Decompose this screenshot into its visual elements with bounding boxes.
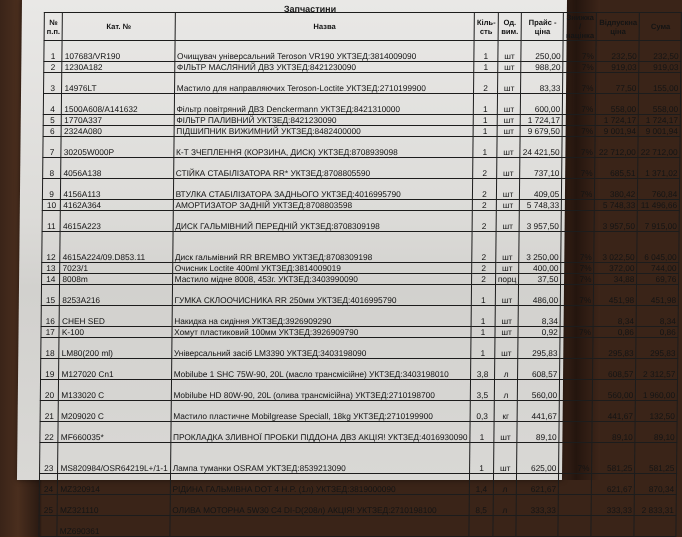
- cell-sum: 89,10: [635, 422, 677, 443]
- cell-discount: 7%: [561, 274, 594, 285]
- cell-unit: шт: [498, 62, 522, 73]
- cell-sum: 581,25: [635, 443, 677, 474]
- cell-name: Mobilube HD 80W-90, 20L (олива трансмісійна) УКТЗЕД:2710198700: [171, 380, 471, 401]
- cell-unit: шт: [493, 443, 517, 474]
- cell-unit: шт: [496, 211, 520, 232]
- cell-num: 14: [42, 274, 61, 285]
- cell-qty: 8,5: [469, 495, 493, 516]
- cell-price: 560,00: [518, 380, 560, 401]
- cell-sale-price: 9 001,94: [596, 126, 639, 137]
- cell-name: ДИСК ГАЛЬМІВНИЙ ПЕРЕДНІЙ УКТЗЕД:8708309198: [173, 211, 473, 232]
- cell-unit: порц: [495, 274, 519, 285]
- cell-cat: 4056A138: [61, 158, 173, 179]
- parts-table: [38, 12, 682, 537]
- cell-cat: M133020 C: [59, 380, 171, 401]
- cell-qty: 2: [472, 211, 496, 232]
- cell-sale-price: 919,03: [596, 62, 639, 73]
- cell-price: 89,10: [517, 422, 559, 443]
- header-discount: Знижка / націнка: [563, 13, 596, 41]
- cell-cat: 4615A223: [60, 211, 172, 232]
- cell-sale-price: 558,00: [596, 94, 639, 115]
- cell-num: 1: [44, 41, 63, 62]
- cell-sale-price: 0,86: [593, 327, 636, 338]
- cell-num: 2: [44, 62, 63, 73]
- cell-sum: 919,03: [639, 62, 681, 73]
- cell-name: Накидка на сидіння УКТЗЕД:3926909290: [172, 306, 472, 327]
- cell-num: 10: [42, 200, 61, 211]
- cell-discount: 7%: [562, 137, 595, 158]
- table-row: [44, 73, 682, 94]
- table-row: [40, 443, 678, 474]
- cell-name: ПРОКЛАДКА ЗЛИВНОЇ ПРОБКИ ПІДДОНА ДВЗ АКЦІЯ! УКТЗЕД:4016930090: [171, 422, 471, 443]
- cell-price: 5 748,33: [520, 200, 562, 211]
- cell-price: 625,00: [517, 443, 559, 474]
- cell-qty: 2: [473, 179, 497, 200]
- cell-sale-price: [591, 516, 634, 537]
- cell-price: 3 250,00: [519, 232, 561, 263]
- table-row: [42, 211, 680, 232]
- cell-sum: 11 496,66: [638, 200, 680, 211]
- cell-qty: 1,4: [469, 474, 493, 495]
- cell-sum: 870,34: [635, 474, 677, 495]
- cell-sum: 295,83: [636, 338, 678, 359]
- table-row: [42, 232, 680, 263]
- cell-price: 621,67: [517, 474, 559, 495]
- cell-price: 9 679,50: [520, 126, 562, 137]
- cell-price: 8,34: [518, 306, 560, 327]
- cell-unit: л: [493, 474, 517, 495]
- cell-cat: 4162A364: [61, 200, 173, 211]
- cell-qty: 3,8: [471, 359, 495, 380]
- cell-sum: 132,50: [635, 401, 677, 422]
- cell-cat: 1230A182: [62, 62, 174, 73]
- table-row: [40, 380, 678, 401]
- cell-discount: [560, 338, 593, 359]
- cell-sale-price: 89,10: [592, 422, 635, 443]
- table-row: [39, 474, 677, 495]
- table-row: [40, 422, 678, 443]
- cell-price: 441,67: [517, 401, 559, 422]
- cell-sum: 22 712,00: [638, 137, 680, 158]
- cell-sale-price: 581,25: [592, 443, 635, 474]
- cell-name: АМОРТИЗАТОР ЗАДНІЙ УКТЗЕД:8708803598: [173, 200, 473, 211]
- cell-price: 3 957,50: [519, 211, 561, 232]
- cell-num: 23: [40, 443, 59, 474]
- cell-discount: 7%: [563, 94, 596, 115]
- cell-name: Мастило для направляючих Teroson-Loctite УКТЗЕД:2710199900: [174, 73, 474, 94]
- table-row: [42, 179, 680, 200]
- cell-unit: шт: [496, 263, 520, 274]
- table-row: [41, 338, 679, 359]
- cell-price: 0,92: [518, 327, 560, 338]
- table-row: [39, 516, 677, 537]
- cell-sale-price: 608,57: [593, 359, 636, 380]
- cell-qty: 2: [472, 200, 496, 211]
- cell-cat: 8253A216: [60, 285, 172, 306]
- cell-qty: 2: [473, 158, 497, 179]
- table-row: [40, 401, 678, 422]
- cell-price: 37,50: [519, 274, 561, 285]
- cell-qty: 1: [474, 41, 498, 62]
- table-row: [42, 274, 679, 285]
- cell-price: [516, 516, 558, 537]
- cell-qty: 1: [474, 62, 498, 73]
- cell-cat: 1770A337: [62, 115, 174, 126]
- cell-discount: [562, 115, 595, 126]
- cell-num: 11: [42, 211, 61, 232]
- cell-sum: 744,00: [637, 263, 679, 274]
- cell-unit: л: [493, 495, 517, 516]
- cell-sum: 1 960,00: [636, 380, 678, 401]
- cell-unit: шт: [497, 73, 521, 94]
- table-row: [43, 115, 680, 126]
- cell-unit: шт: [495, 338, 519, 359]
- cell-discount: 7%: [562, 179, 595, 200]
- cell-name: Мастило мідне 8008, 453г. УКТЗЕД:3403990090: [172, 274, 472, 285]
- cell-num: 5: [43, 115, 62, 126]
- table-row: [44, 62, 681, 73]
- cell-num: 22: [40, 422, 59, 443]
- cell-unit: шт: [498, 41, 522, 62]
- cell-discount: 7%: [562, 158, 595, 179]
- cell-unit: л: [494, 359, 518, 380]
- cell-qty: 0,3: [470, 401, 494, 422]
- cell-name: Фільтр повітряний ДВЗ Denckermann УКТЗЕД:8421310000: [174, 94, 474, 115]
- cell-qty: 2: [472, 274, 496, 285]
- cell-discount: [560, 306, 593, 327]
- cell-sum: 1 371,02: [638, 158, 680, 179]
- cell-cat: MZ320914: [58, 474, 170, 495]
- cell-num: 20: [40, 380, 59, 401]
- cell-num: [39, 516, 58, 537]
- cell-sale-price: 295,83: [593, 338, 636, 359]
- cell-unit: кг: [494, 401, 518, 422]
- cell-cat: K-100: [59, 327, 171, 338]
- cell-price: 988,20: [521, 62, 563, 73]
- header-sum: Сума: [639, 13, 681, 41]
- cell-discount: 7%: [563, 41, 596, 62]
- cell-discount: [562, 200, 595, 211]
- cell-sale-price: 372,00: [594, 263, 637, 274]
- cell-num: 3: [44, 73, 63, 94]
- cell-sum: 232,50: [639, 41, 681, 62]
- cell-price: 1 724,17: [521, 115, 563, 126]
- cell-num: 17: [41, 327, 60, 338]
- cell-name: СТІЙКА СТАБІЛІЗАТОРА RR* УКТЗЕД:8708805590: [173, 158, 473, 179]
- cell-sale-price: 441,67: [593, 401, 636, 422]
- table-row: [43, 94, 681, 115]
- cell-qty: 2: [472, 263, 496, 274]
- cell-sale-price: 333,33: [592, 495, 635, 516]
- cell-name: ПІДШИПНИК ВИЖИМНИЙ УКТЗЕД:8482400000: [174, 126, 474, 137]
- cell-price: 24 421,50: [520, 137, 562, 158]
- cell-discount: [561, 211, 594, 232]
- cell-discount: [559, 422, 592, 443]
- cell-discount: [559, 401, 592, 422]
- cell-sale-price: 380,42: [595, 179, 638, 200]
- cell-sale-price: 5 748,33: [595, 200, 638, 211]
- cell-cat: 4615A224/09.D853.11: [60, 232, 173, 263]
- cell-unit: шт: [496, 200, 520, 211]
- table-row: [42, 263, 679, 274]
- cell-name: Універсальний засіб LM3390 УКТЗЕД:3403198090: [171, 338, 471, 359]
- cell-num: 4: [43, 94, 62, 115]
- cell-qty: 3,5: [470, 380, 494, 401]
- cell-cat: MZ690361: [57, 516, 169, 537]
- cell-unit: шт: [497, 158, 521, 179]
- cell-name: [170, 516, 470, 537]
- cell-name: ВТУЛКА СТАБІЛІЗАТОРА ЗАДНЬОГО УКТЗЕД:4016995790: [173, 179, 473, 200]
- table-row: [39, 495, 677, 516]
- cell-sale-price: 232,50: [596, 41, 639, 62]
- cell-name: ГУМКА СКЛООЧИСНИКА RR 250мм УКТЗЕД:4016995790: [172, 285, 472, 306]
- cell-unit: шт: [494, 422, 518, 443]
- cell-sale-price: 3 957,50: [595, 211, 638, 232]
- cell-unit: шт: [495, 306, 519, 327]
- cell-discount: 7%: [561, 232, 595, 263]
- cell-sale-price: 621,67: [592, 474, 635, 495]
- cell-qty: 2: [474, 73, 498, 94]
- cell-num: 24: [39, 474, 58, 495]
- table-row: [42, 200, 679, 211]
- cell-price: 250,00: [521, 41, 563, 62]
- cell-discount: 7%: [562, 126, 595, 137]
- cell-cat: 7023/1: [60, 263, 172, 274]
- cell-cat: M127020 Cn1: [59, 359, 171, 380]
- cell-sum: 6 045,00: [637, 232, 679, 263]
- cell-sum: [634, 516, 676, 537]
- cell-name: ФІЛЬТР ПАЛИВНИЙ УКТЗЕД:8421230090: [174, 115, 474, 126]
- header-price: Прайс - ціна: [521, 13, 563, 41]
- cell-name: Диск гальмівний RR BREMBO УКТЗЕД:8708309198: [172, 232, 472, 263]
- cell-qty: 2: [472, 232, 496, 263]
- cell-discount: 7%: [563, 62, 596, 73]
- cell-cat: MS820984/OSR64219L+/1-1: [58, 443, 171, 474]
- cell-name: ОЛИВА МОТОРНА 5W30 C4 DI-D(208л) АКЦІЯ! УКТЗЕД:2710198100: [170, 495, 470, 516]
- cell-sum: 7 915,00: [637, 211, 679, 232]
- table-body: [39, 41, 681, 537]
- cell-num: 25: [39, 495, 58, 516]
- cell-unit: шт: [495, 327, 519, 338]
- cell-num: 18: [41, 338, 60, 359]
- cell-price: 486,00: [519, 285, 561, 306]
- header-num: № п.п.: [44, 13, 63, 41]
- cell-name: Хомут пластиковий 100мм УКТЗЕД:3926909790: [172, 327, 472, 338]
- cell-qty: [469, 516, 493, 537]
- cell-unit: шт: [495, 285, 519, 306]
- cell-discount: [558, 516, 591, 537]
- cell-cat: 8008m: [60, 274, 172, 285]
- table-row: [41, 327, 678, 338]
- cell-num: 8: [43, 158, 62, 179]
- cell-cat: LM80(200 ml): [59, 338, 171, 359]
- cell-num: 6: [43, 126, 62, 137]
- cell-qty: 1: [473, 115, 497, 126]
- cell-price: 737,10: [520, 158, 562, 179]
- header-name: Назва: [175, 13, 475, 41]
- cell-sale-price: 34,88: [594, 274, 637, 285]
- header-cat: Кат. №: [62, 13, 175, 41]
- cell-num: 12: [42, 232, 61, 263]
- cell-sum: 1 724,17: [639, 115, 681, 126]
- cell-qty: 1: [470, 422, 494, 443]
- cell-qty: 1: [470, 443, 494, 474]
- cell-discount: 7%: [563, 73, 596, 94]
- cell-sale-price: 685,51: [595, 158, 638, 179]
- table-row: [44, 41, 682, 62]
- cell-cat: 14976LT: [62, 73, 174, 94]
- table-row: [41, 285, 679, 306]
- cell-unit: шт: [497, 94, 521, 115]
- cell-name: Мастило пластичне Mobilgrease Speciall, 18kg УКТЗЕД:2710199900: [171, 401, 471, 422]
- cell-cat: MF660035*: [58, 422, 170, 443]
- cell-price: 295,83: [518, 338, 560, 359]
- cell-price: 600,00: [521, 94, 563, 115]
- document-title: Запчастини: [283, 4, 337, 14]
- cell-discount: [560, 380, 593, 401]
- table-row: [43, 126, 680, 137]
- cell-name: К-Т ЗЧЕПЛЕННЯ (КОРЗИНА, ДИСК) УКТЗЕД:8708939098: [173, 137, 473, 158]
- cell-sale-price: 77,50: [596, 73, 639, 94]
- cell-sum: 9 001,94: [638, 126, 680, 137]
- cell-qty: 1: [473, 137, 497, 158]
- cell-discount: [559, 474, 592, 495]
- cell-cat: 1500A608/A141632: [62, 94, 174, 115]
- header-sale-price: Відпускна ціна: [597, 13, 640, 41]
- cell-num: 13: [42, 263, 61, 274]
- cell-price: 83,33: [521, 73, 563, 94]
- cell-price: 400,00: [519, 263, 561, 274]
- cell-discount: 7%: [560, 327, 593, 338]
- header-unit: Од. вим.: [498, 13, 522, 41]
- table-row: [41, 306, 679, 327]
- cell-discount: 7%: [559, 443, 593, 474]
- cell-price: 409,05: [520, 179, 562, 200]
- cell-sale-price: 8,34: [594, 306, 637, 327]
- cell-qty: 1: [471, 306, 495, 327]
- cell-num: 15: [41, 285, 60, 306]
- cell-sale-price: 3 022,50: [594, 232, 637, 263]
- cell-sale-price: 1 724,17: [596, 115, 639, 126]
- cell-cat: 107683/VR190: [62, 41, 174, 62]
- cell-discount: [560, 359, 593, 380]
- cell-sum: 69,76: [637, 274, 679, 285]
- cell-sum: 0,86: [636, 327, 678, 338]
- cell-num: 7: [43, 137, 62, 158]
- cell-cat: 4156A113: [61, 179, 173, 200]
- table-header-row: [44, 13, 682, 41]
- cell-unit: шт: [496, 232, 520, 263]
- cell-unit: шт: [497, 137, 521, 158]
- cell-cat: 2324A080: [61, 126, 173, 137]
- cell-name: Очисник Loctite 400ml УКТЗЕД:3814009019: [172, 263, 472, 274]
- cell-discount: [558, 495, 591, 516]
- cell-num: 16: [41, 306, 60, 327]
- cell-qty: 1: [473, 94, 497, 115]
- cell-discount: 7%: [561, 285, 594, 306]
- cell-cat: 30205W000P: [61, 137, 173, 158]
- cell-name: Очищувач універсальний Teroson VR190 УКТЗЕД:3814009090: [174, 41, 474, 62]
- cell-sum: 2 833,31: [634, 495, 676, 516]
- cell-unit: шт: [496, 179, 520, 200]
- cell-qty: 1: [471, 327, 495, 338]
- cell-price: 608,57: [518, 359, 560, 380]
- cell-name: РІДИНА ГАЛЬМІВНА DOT 4 H.P. (1л) УКТЗЕД:3819000090: [170, 474, 470, 495]
- cell-name: ФІЛЬТР МАСЛЯНИЙ ДВЗ УКТЗЕД:8421230090: [174, 62, 474, 73]
- cell-sum: 155,00: [639, 73, 681, 94]
- cell-num: 21: [40, 401, 59, 422]
- cell-name: Лампа туманки OSRAM УКТЗЕД:8539213090: [170, 443, 470, 474]
- cell-unit: л: [494, 380, 518, 401]
- cell-unit: шт: [497, 115, 521, 126]
- table-row: [43, 137, 681, 158]
- cell-unit: шт: [497, 126, 521, 137]
- cell-discount: 7%: [561, 263, 594, 274]
- cell-sum: 451,98: [637, 285, 679, 306]
- table-row: [43, 158, 681, 179]
- cell-sale-price: 560,00: [593, 380, 636, 401]
- cell-name: Mobilube 1 SHC 75W-90, 20L (масло трансмісійне) УКТЗЕД:3403198010: [171, 359, 471, 380]
- cell-qty: 1: [471, 338, 495, 359]
- header-qty: Кіль-сть: [474, 13, 498, 41]
- cell-qty: 1: [471, 285, 495, 306]
- cell-qty: 1: [473, 126, 497, 137]
- cell-sum: 558,00: [639, 94, 681, 115]
- cell-sum: 8,34: [636, 306, 678, 327]
- cell-num: 9: [42, 179, 61, 200]
- cell-price: 333,33: [516, 495, 558, 516]
- cell-sale-price: 22 712,00: [595, 137, 638, 158]
- cell-cat: MZ321110: [57, 495, 169, 516]
- invoice-paper: [17, 0, 679, 536]
- cell-cat: CHEH SED: [59, 306, 171, 327]
- cell-unit: [493, 516, 517, 537]
- cell-sum: 2 312,57: [636, 359, 678, 380]
- table-row: [41, 359, 679, 380]
- cell-num: 19: [41, 359, 60, 380]
- cell-sum: 760,84: [638, 179, 680, 200]
- cell-sale-price: 451,98: [594, 285, 637, 306]
- cell-cat: M209020 C: [58, 401, 170, 422]
